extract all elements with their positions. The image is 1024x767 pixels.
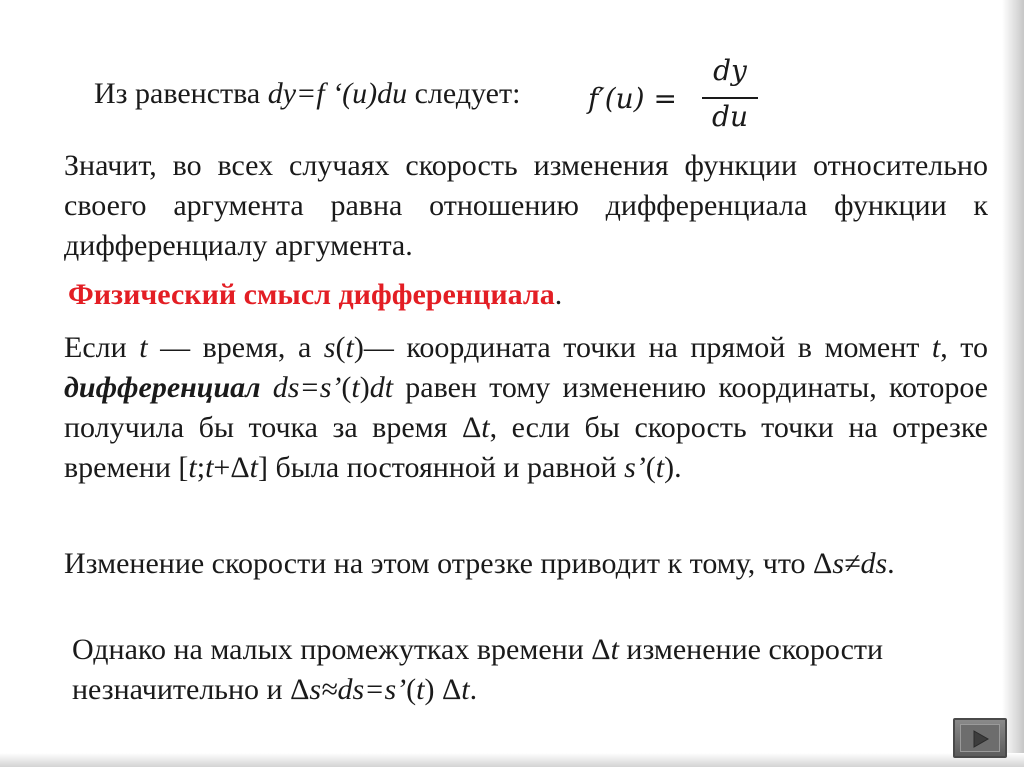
formula-numerator: dy bbox=[713, 54, 747, 87]
intro-follows: следует: bbox=[407, 77, 521, 110]
intro-equation: dy=f ‘(u)du bbox=[267, 77, 408, 110]
section-heading-dot: . bbox=[554, 278, 563, 311]
paragraph-speed-change: Изменение скорости на этом отрезке приводит к тому, что Δs≠ds. bbox=[64, 547, 895, 580]
formula-lhs: f′(u) = bbox=[588, 82, 677, 115]
slide-edge-shadow-right bbox=[1002, 0, 1024, 767]
paragraph-conclusion-text: Значит, во всех случаях скорость изменения функции относительно своего аргумента равна отношению дифференциала функции к дифференциалу аргумента. bbox=[64, 149, 988, 262]
term-differential: дифференциал bbox=[64, 371, 261, 404]
paragraph-physical-meaning: Если t — время, а s(t)— координата точки на прямой в момент t, то дифференциал ds=s’(t)dt равен тому изменению координаты, которое получила бы точка за время Δt, если бы скорость точки на отрезке времени [t;t+Δt] была постоянной и равной s’(t). bbox=[64, 331, 989, 484]
formula-fraction-bar bbox=[702, 97, 758, 99]
next-slide-button[interactable] bbox=[953, 718, 1007, 758]
section-heading-text: Физический смысл дифференциала bbox=[68, 278, 555, 311]
paragraph-conclusion bbox=[64, 146, 988, 266]
slide-edge-shadow-bottom bbox=[0, 753, 1024, 767]
next-slide-button-face[interactable] bbox=[960, 724, 1000, 752]
formula-denominator: du bbox=[712, 100, 748, 133]
paragraph-small-intervals: Однако на малых промежутках времени Δt изменение скорости незначительно и Δs≈ds=s’(t) Δt. bbox=[72, 633, 884, 706]
play-arrow-icon bbox=[971, 729, 991, 749]
section-heading bbox=[68, 275, 868, 315]
intro-line bbox=[94, 74, 594, 114]
intro-text: Из равенства bbox=[94, 77, 268, 110]
